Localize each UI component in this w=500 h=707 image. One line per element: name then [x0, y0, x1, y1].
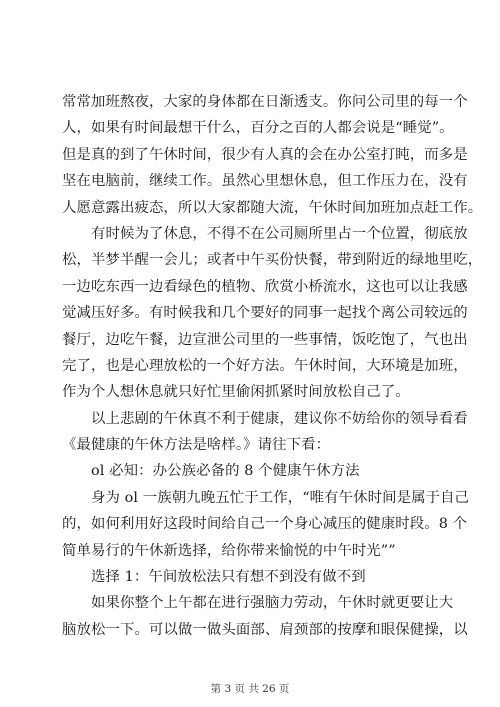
text-line: 脑放松一下。可以做一做头面部、肩颈部的按摩和眼保健操，以: [62, 621, 468, 638]
text-line: 如果你整个上午都在进行强脑力劳动，午休时就更要让大: [91, 595, 454, 612]
text-line: 觉减压好多。有时候我和几个要好的同事一起找个离公司较远的: [62, 305, 468, 322]
text-line: 人愿意露出疲态，所以大家都随大流，午休时间加班加点赶工作。: [62, 199, 483, 216]
text-line: 选择 1：午间放松法只有想不到没有做不到: [91, 569, 366, 586]
text-line: 《最健康的午休方法是啥样。》请往下看：: [62, 437, 331, 454]
text-line: 餐厅，边吃午餐，边宣泄公司里的一些事情，饭吃饱了，气也出: [62, 331, 468, 348]
text-line: 作为个人想休息就只好忙里偷闲抓紧时间放松自己了。: [62, 384, 410, 401]
text-line: 坚在电脑前，继续工作。虽然心里想休息，但工作压力在，没有: [62, 173, 468, 190]
text-line: ol 必知：办公族必备的 8 个健康午休方法: [91, 463, 360, 480]
text-line: 以上悲剧的午休真不利于健康，建议你不妨给你的领导看看: [91, 410, 468, 427]
text-line: 但是真的到了午休时间，很少有人真的会在办公室打盹，而多是: [62, 146, 468, 163]
page-number: 第 3 页 共 26 页: [210, 683, 290, 695]
page-footer: [0, 681, 500, 696]
text-line: 松，半梦半醒一会儿；或者中午买份快餐，带到附近的绿地里吃，: [62, 252, 483, 269]
text-line: 的，如何利用好这段时间给自己一个身心减压的健康时段。8 个: [62, 516, 468, 533]
text-line: 简单易行的午休新选择，给你带来愉悦的中午时光””: [62, 542, 396, 559]
text-line: 完了，也是心理放松的一个好方法。午休时间，大环境是加班，: [62, 357, 468, 374]
text-line: 一边吃东西一边看绿色的植物、欣赏小桥流水，这也可以让我感: [62, 278, 468, 295]
text-line: 有时候为了休息，不得不在公司厕所里占一个位置，彻底放: [91, 225, 468, 242]
document-body: [62, 89, 483, 643]
text-line: 人，如果有时间最想干什么，百分之百的人都会说是“睡觉”。: [62, 120, 454, 137]
text-line: 常常加班熬夜，大家的身体都在日渐透支。你问公司里的每一个: [62, 94, 468, 110]
text-line: 身为 ol 一族朝九晚五忙于工作，“唯有午休时间是属于自己: [91, 489, 470, 506]
